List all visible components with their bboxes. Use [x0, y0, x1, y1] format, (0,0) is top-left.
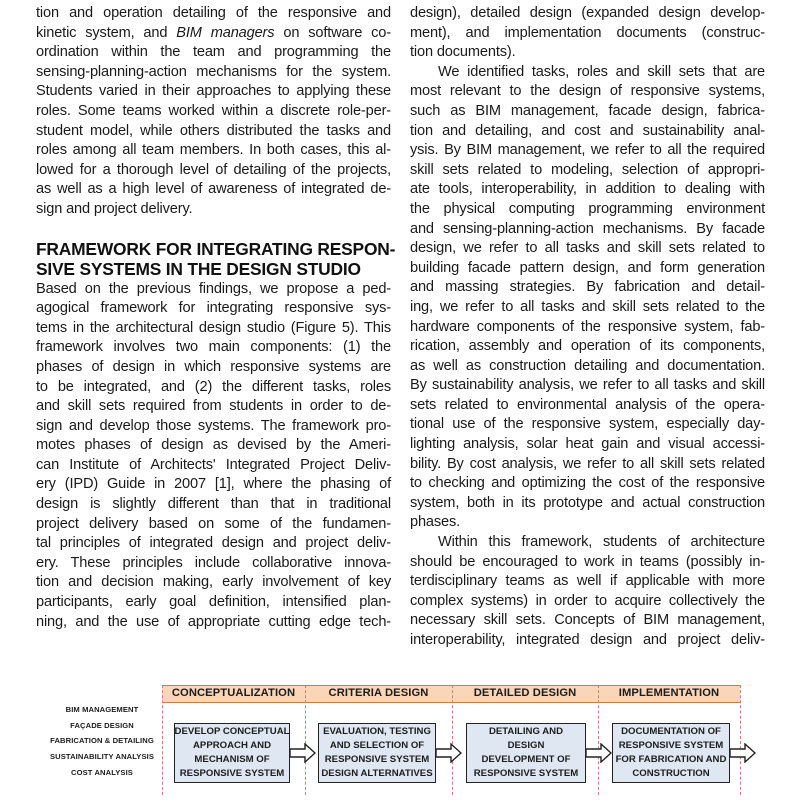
heading-line: FRAMEWORK FOR INTEGRATING RESPON-: [36, 238, 396, 259]
phase-box-line: DEVELOP CONCEPTUAL: [174, 726, 290, 737]
text-line: building facade pattern design, and form generation: [410, 259, 765, 276]
text-line: sign and project delivery.: [36, 200, 193, 217]
text-line: participants, early goal definition, intensified plan-: [36, 594, 391, 611]
text-line: ysis. By BIM management, we refer to all the required: [410, 142, 765, 159]
text-line: tion and operation detailing of the responsive and: [36, 5, 391, 21]
text-line: phases of design in which responsive systems are: [36, 358, 391, 375]
text-line: student model, while others distributed the tasks and: [36, 122, 391, 139]
text-line: interoperability, integrated design and project deliv-: [410, 632, 765, 648]
phase-box-line: DOCUMENTATION OF: [621, 726, 721, 737]
text-line: rication, assembly and operation of its components,: [410, 338, 765, 355]
right-paragraph-3: [410, 533, 765, 651]
role-label: COST ANALYSIS: [71, 767, 133, 777]
arrow-right-icon: [290, 743, 316, 763]
phase-box-line: DEVELOPMENT OF: [481, 754, 571, 765]
text-line: as well as a high level of awareness of integrated de-: [36, 181, 391, 198]
phase-box: [318, 723, 436, 783]
role-label: BIM MANAGEMENT: [65, 705, 139, 714]
text-line: ing, we refer to all tasks and skill sets related to the: [410, 298, 765, 315]
text-line: project delivery based on some of the fundamen-: [36, 515, 391, 532]
left-paragraph-1: [36, 4, 391, 220]
phase-box-line: EVALUATION, TESTING: [323, 726, 431, 737]
text-line: design, we refer to all tasks and skill sets related to: [410, 240, 765, 257]
text-line: roles. Some teams worked within a discrete role-per-: [36, 102, 391, 119]
text-line: most relevant to the design of responsive systems,: [410, 83, 765, 100]
role-label: SUSTAINABILITY ANALYSIS: [50, 752, 154, 762]
phase-divider: [162, 685, 163, 795]
phase-divider: [740, 685, 741, 795]
text-line: and skill sets required from students in order to de-: [36, 398, 391, 415]
phase-box-line: RESPONSIVE SYSTEM: [473, 768, 579, 779]
text-line: design is slightly different than that in traditional: [36, 496, 391, 513]
phase-box-line: DESIGN ALTERNATIVES: [321, 768, 433, 779]
left-column: [36, 4, 396, 632]
phase-box-line: MECHANISM OF: [194, 754, 270, 765]
phase-box-line: APPROACH AND: [193, 740, 271, 751]
phase-box-line: DETAILING AND: [488, 726, 564, 737]
text-line: tion and decision making, early involvement of key: [36, 574, 391, 591]
framework-figure: [0, 680, 800, 800]
text-line: [36, 24, 391, 44]
right-paragraph-2: [410, 63, 765, 533]
text-line: ning, and the use of appropriate cutting edge tech-: [36, 613, 391, 630]
phase-title: CRITERIA DESIGN: [328, 687, 429, 699]
text-line: such as BIM management, facade design, fabrica-: [410, 102, 765, 119]
text-line: terdisciplinary teams as well if applicable with more: [410, 573, 765, 590]
text-line: By sustainability analysis, we refer to all tasks and skill: [410, 377, 765, 394]
phase-divider: [305, 685, 306, 795]
italic-term: BIM managers: [176, 24, 275, 41]
text-span: kinetic system, and: [36, 24, 177, 41]
text-line: necessary skill sets. Concepts of BIM management,: [410, 612, 765, 629]
phase-title: DETAILED DESIGN: [473, 687, 577, 699]
text-line: motes phases of design as devised by the Ameri-: [36, 437, 391, 454]
text-line: and massing strategies. By fabrication and detail-: [410, 279, 765, 296]
phase-divider: [598, 685, 599, 795]
text-line: sign and develop those systems. The framework pro-: [36, 417, 391, 434]
phase-box: [612, 723, 730, 783]
phase-divider: [452, 685, 453, 795]
text-line: should be encouraged to work in teams (possibly in-: [410, 553, 765, 570]
heading-line: SIVE SYSTEMS IN THE DESIGN STUDIO: [36, 259, 361, 280]
text-line: ate tools, interoperability, in addition to dealing with: [410, 181, 765, 198]
text-line: as well as construction detailing and documentation.: [410, 357, 765, 374]
text-line: to checking and optimizing the cost of the responsive: [410, 475, 765, 492]
text-line: tion and detailing, and cost and sustainability anal-: [410, 122, 765, 139]
text-line: design), detailed design (expanded design develop-: [410, 5, 765, 21]
text-line: sets related to environmental analysis of the opera-: [410, 396, 765, 413]
text-line: system, both in its prototype and actual construction: [410, 494, 765, 511]
text-line: roles among all team members. In both cases, this al-: [36, 142, 391, 159]
text-line: agogical framework for integrating responsive sys-: [36, 300, 391, 317]
text-span: on software co-: [274, 24, 391, 41]
section-heading: [36, 238, 396, 280]
phase-title: CONCEPTUALIZATION: [171, 687, 296, 699]
role-label: FABRICATION & DETAILING: [50, 736, 154, 746]
phase-box: [174, 723, 290, 783]
phase-box-line: FOR FABRICATION AND: [615, 754, 727, 765]
text-line: to be integrated, and (2) the different tasks, roles: [36, 378, 391, 395]
text-line: tional use of the responsive system, especially day-: [410, 416, 765, 433]
text-line: bility. By cost analysis, we refer to all skill sets related: [410, 455, 765, 472]
text-line: ment), and implementation documents (construc-: [410, 24, 765, 41]
arrow-right-icon: [436, 743, 462, 763]
phase-title: IMPLEMENTATION: [618, 687, 720, 699]
text-line: lighting analysis, solar heat gain and visual accessi-: [410, 436, 765, 453]
spacer: [36, 220, 391, 239]
phase-box: [466, 723, 586, 783]
text-line: We identified tasks, roles and skill sets that are: [438, 63, 765, 80]
text-line: framework involves two main components: (1) the: [36, 339, 391, 356]
text-line: can Institute of Architects' Integrated Project Deliv-: [36, 456, 391, 473]
phase-box-line: RESPONSIVE SYSTEM: [179, 768, 285, 779]
text-line: hardware components of the responsive system, fab-: [410, 318, 765, 335]
right-column: [410, 4, 765, 651]
text-line: ordination within the team and programming the: [36, 44, 391, 61]
phase-box-line: RESPONSIVE SYSTEM: [618, 740, 724, 751]
text-line: phases.: [410, 514, 461, 531]
text-line: Students varied in their approaches to applying these: [36, 83, 391, 100]
roles-list: [42, 702, 162, 780]
arrow-right-icon: [730, 743, 756, 763]
text-line: sensing-planning-action mechanisms for the system.: [36, 63, 391, 80]
text-line: tal principles of integrated design and project deliv-: [36, 535, 391, 552]
text-line: lowed for a thorough level of detailing of the projects,: [36, 161, 391, 178]
text-line: and sensing-planning-action mechanisms. By facade: [410, 220, 765, 237]
text-line: tion documents).: [410, 44, 516, 61]
role-label: FAÇADE DESIGN: [70, 720, 134, 730]
text-line: Within this framework, students of architecture: [438, 534, 765, 551]
text-line: skill sets related to modeling, selection of appropri-: [410, 161, 765, 178]
text-line: ery (IPD) Guide in 2007 [1], where the phasing of: [36, 476, 391, 493]
phase-box-line: CONSTRUCTION: [632, 768, 710, 779]
right-paragraph-1: [410, 4, 765, 63]
left-paragraph-2: [36, 280, 391, 633]
phase-box-line: DESIGN: [507, 740, 545, 751]
text-line: the physical computing programming environment: [410, 200, 765, 217]
text-line: complex systems) in order to acquire collectively the: [410, 592, 765, 609]
text-line: Based on the previous findings, we propose a ped-: [36, 280, 391, 297]
text-line: ery. These principles include collaborative innova-: [36, 554, 391, 571]
phase-box-line: RESPONSIVE SYSTEM: [324, 754, 430, 765]
phase-box-line: AND SELECTION OF: [329, 740, 425, 751]
text-line: tems in the architectural design studio (Figure 5). This: [36, 319, 391, 336]
arrow-right-icon: [586, 743, 612, 763]
